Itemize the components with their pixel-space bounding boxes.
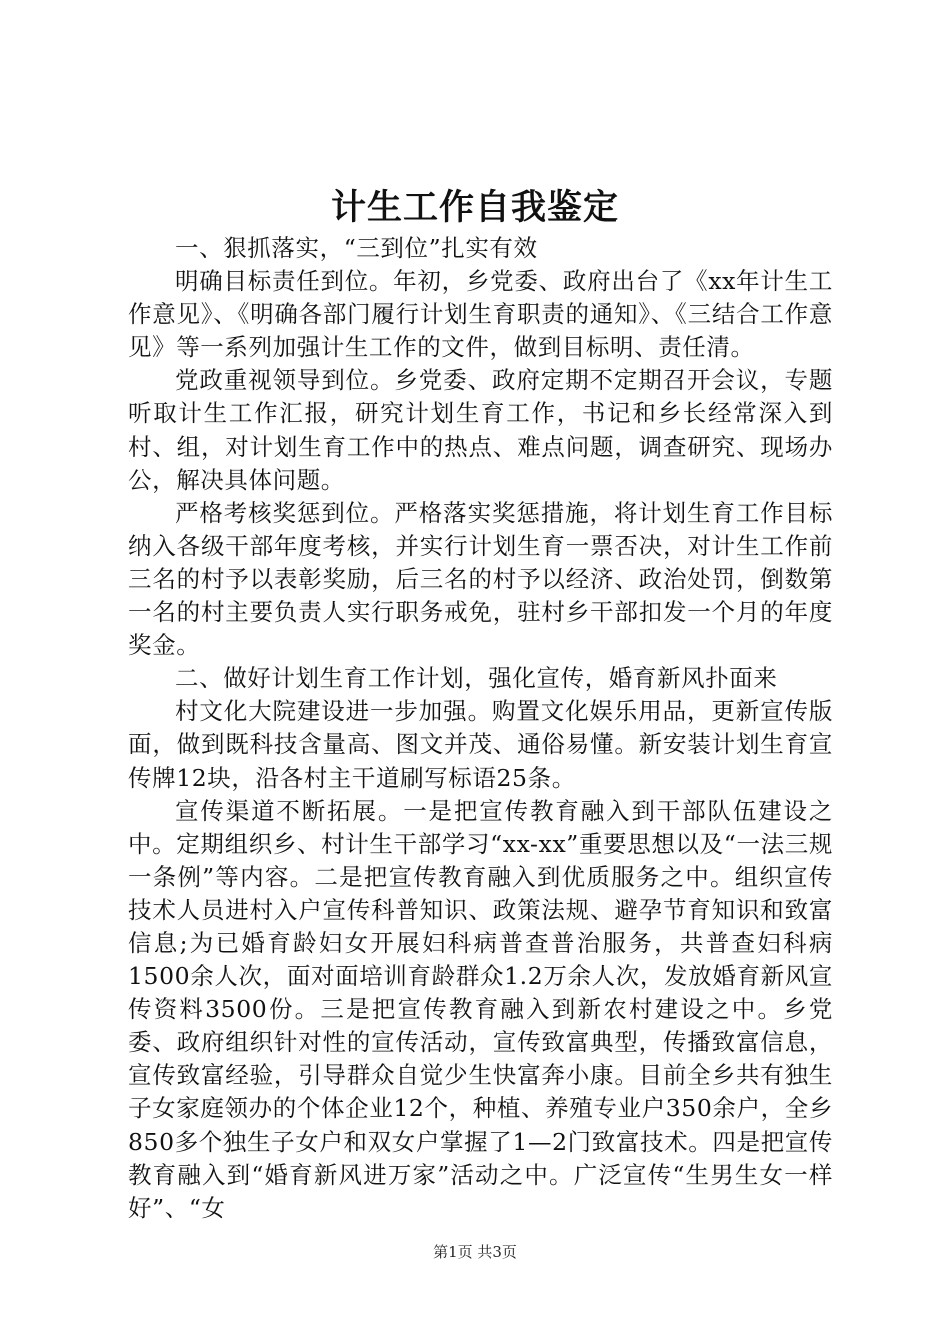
paragraph-culture-yard: 村文化大院建设进一步加强。购置文化娱乐用品，更新宣传版面，做到既科技含量高、图文并茂、通俗易懂。新安装计划生育宣传牌12块，沿各村主干道刷写标语25条。 <box>128 697 833 792</box>
section-heading-1: 一、狠抓落实，“三到位”扎实有效 <box>175 234 538 262</box>
paragraph-target-responsibility: 明确目标责任到位。年初，乡党委、政府出台了《xx年计生工作意见》、《明确各部门履行计划生育职责的通知》、《三结合工作意见》等一系列加强计生工作的文件，做到目标明、责任清。 <box>128 267 833 362</box>
paragraph-assessment: 严格考核奖惩到位。严格落实奖惩措施，将计划生育工作目标纳入各级干部年度考核，并实行计划生育一票否决，对计生工作前三名的村予以表彰奖励，后三名的村予以经济、政治处罚，倒数第一名的村主要负责人实行职务戒免，驻村乡干部扣发一个月的年度奖金。 <box>128 498 833 660</box>
page-footer: 第1页 共3页 <box>433 1243 517 1261</box>
document-title: 计生工作自我鉴定 <box>330 187 619 228</box>
paragraph-leadership: 党政重视领导到位。乡党委、政府定期不定期召开会议，专题听取计生工作汇报，研究计划生育工作，书记和乡长经常深入到村、组，对计划生育工作中的热点、难点问题，调查研究、现场办公，解决具体问题。 <box>128 366 833 494</box>
section-heading-2: 二、做好计划生育工作计划，强化宣传，婚育新风扑面来 <box>175 664 778 693</box>
document-body <box>128 232 833 1225</box>
paragraph-publicity-channels: 宣传渠道不断拓展。一是把宣传教育融入到干部队伍建设之中。定期组织乡、村计生干部学习“xx-xx”重要思想以及“一法三规一条例”等内容。二是把宣传教育融入到优质服务之中。组织宣传技术人员进村入户宣传科普知识、政策法规、避孕节育知识和致富信息;为已婚育龄妇女开展妇科病普查普治服务，共普查妇科病1500余人次，面对面培训育龄群众1.2万余人次，发放婚育新风宣传资料3500份。三是把宣传教育融入到新农村建设之中。乡党委、政府组织针对性的宣传活动，宣传致富典型，传播致富信息，宣传致富经验，引导群众自觉少生快富奔小康。目前全乡共有独生子女家庭领办的个体企业12个，种植、养殖专业户350余户，全乡850多个独生子女户和双女户掌握了1—2门致富技术。四是把宣传教育融入到“婚育新风进万家”活动之中。广泛宣传“生男生女一样好”、“女 <box>128 796 833 1222</box>
